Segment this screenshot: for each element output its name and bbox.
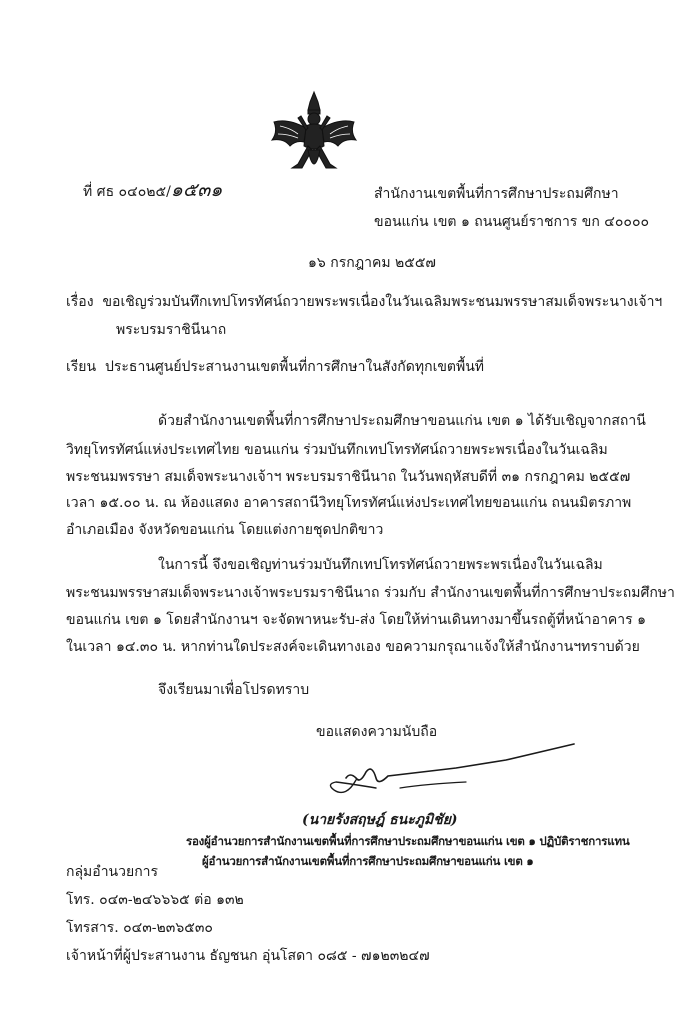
para1-line-2: วิทยุโทรทัศน์แห่งประเทศไทย ขอนแก่น ร่วมบันทึกเทปโทรทัศน์ถวายพระพรเนื่องในวันเฉลิม [66,442,608,458]
footer-fax: โทรสาร. ๐๔๓-๒๓๖๕๓๐ [66,920,213,936]
para1-line-3: พระชนมพรรษา สมเด็จพระนางเจ้าฯ พระบรมราชินีนาถ ในวันพฤหัสบดีที่ ๓๑ กรกฎาคม ๒๕๕๗ [66,469,631,485]
letter-date: ๑๖ กรกฎาคม ๒๕๕๗ [308,255,436,271]
signatory-name: (นายรังสฤษฎ์ ธนะภูมิชัย) [302,812,458,828]
para1-line-4: เวลา ๑๕.๐๐ น. ณ ห้องแสดง อาคารสถานีวิทยุโทรทัศน์แห่งประเทศไทยขอนแก่น ถนนมิตรภาพ [66,495,632,511]
reference-number [83,180,222,202]
para1-line-5: อำเภอเมือง จังหวัดขอนแก่น โดยแต่งกายชุดปกติขาว [66,522,384,538]
reference-prefix: ที่ ศธ ๐๔๐๒๕/ [83,184,171,200]
closing-request: จึงเรียนมาเพื่อโปรดทราบ [158,682,310,698]
subject-label: เรื่อง [66,294,94,310]
subject-text: ขอเชิญร่วมบันทึกเทปโทรทัศน์ถวายพระพรเนื่องในวันเฉลิมพระชนมพรรษาสมเด็จพระนางเจ้าฯ [102,294,663,310]
recipient-label: เรียน [66,359,97,375]
handwritten-signature [316,738,586,818]
office-line-2: ขอนแก่น เขต ๑ ถนนศูนย์ราชการ ขก ๔๐๐๐๐ [374,214,650,230]
footer-contact: เจ้าหน้าที่ผู้ประสานงาน ธัญชนก อุ่นโสดา ๐๘๕ - ๗๑๒๓๒๔๗ [66,948,430,964]
signatory-title-line-2: ผู้อำนวยการสำนักงานเขตพื้นที่การศึกษาประถมศึกษาขอนแก่น เขต ๑ [202,854,534,868]
para1-line-1: ด้วยสำนักงานเขตพื้นที่การศึกษาประถมศึกษาขอนแก่น เขต ๑ ได้รับเชิญจากสถานี [158,413,646,429]
para2-line-1: ในการนี้ จึงขอเชิญท่านร่วมบันทึกเทปโทรทัศน์ถวายพระพรเนื่องในวันเฉลิม [158,557,603,573]
recipient [66,357,484,377]
garuda-emblem-icon [268,88,360,182]
subject-line-2: พระบรมราชินีนาถ [116,322,227,338]
subject-line-1 [66,292,662,312]
closing-salutation: ขอแสดงความนับถือ [316,724,438,740]
para2-line-4: ในเวลา ๑๔.๓๐ น. หากท่านใดประสงค์จะเดินทางเอง ขอความกรุณาแจ้งให้สำนักงานฯทราบด้วย [66,639,640,655]
office-line-1: สำนักงานเขตพื้นที่การศึกษาประถมศึกษา [374,186,619,202]
signatory-title-line-1: รองผู้อำนวยการสำนักงานเขตพื้นที่การศึกษาประถมศึกษาขอนแก่น เขต ๑ ปฏิบัติราชการแทน [186,834,630,848]
recipient-text: ประธานศูนย์ประสานงานเขตพื้นที่การศึกษาในสังกัดทุกเขตพื้นที่ [104,359,485,375]
para2-line-2: พระชนมพรรษาสมเด็จพระนางเจ้าพระบรมราชินีนาถ ร่วมกับ สำนักงานเขตพื้นที่การศึกษาประถมศึกษา [66,585,675,601]
footer-department: กลุ่มอำนวยการ [66,864,159,880]
para2-line-3: ขอนแก่น เขต ๑ โดยสำนักงานฯ จะจัดพาหนะรับ-ส่ง โดยให้ท่านเดินทางมาขึ้นรถตู้ที่หน้าอาคาร ๑ [66,612,647,628]
reference-handwritten: ๑๕๓๑ [170,179,223,201]
footer-phone: โทร. ๐๔๓-๒๔๖๖๖๕ ต่อ ๑๓๒ [66,892,244,908]
